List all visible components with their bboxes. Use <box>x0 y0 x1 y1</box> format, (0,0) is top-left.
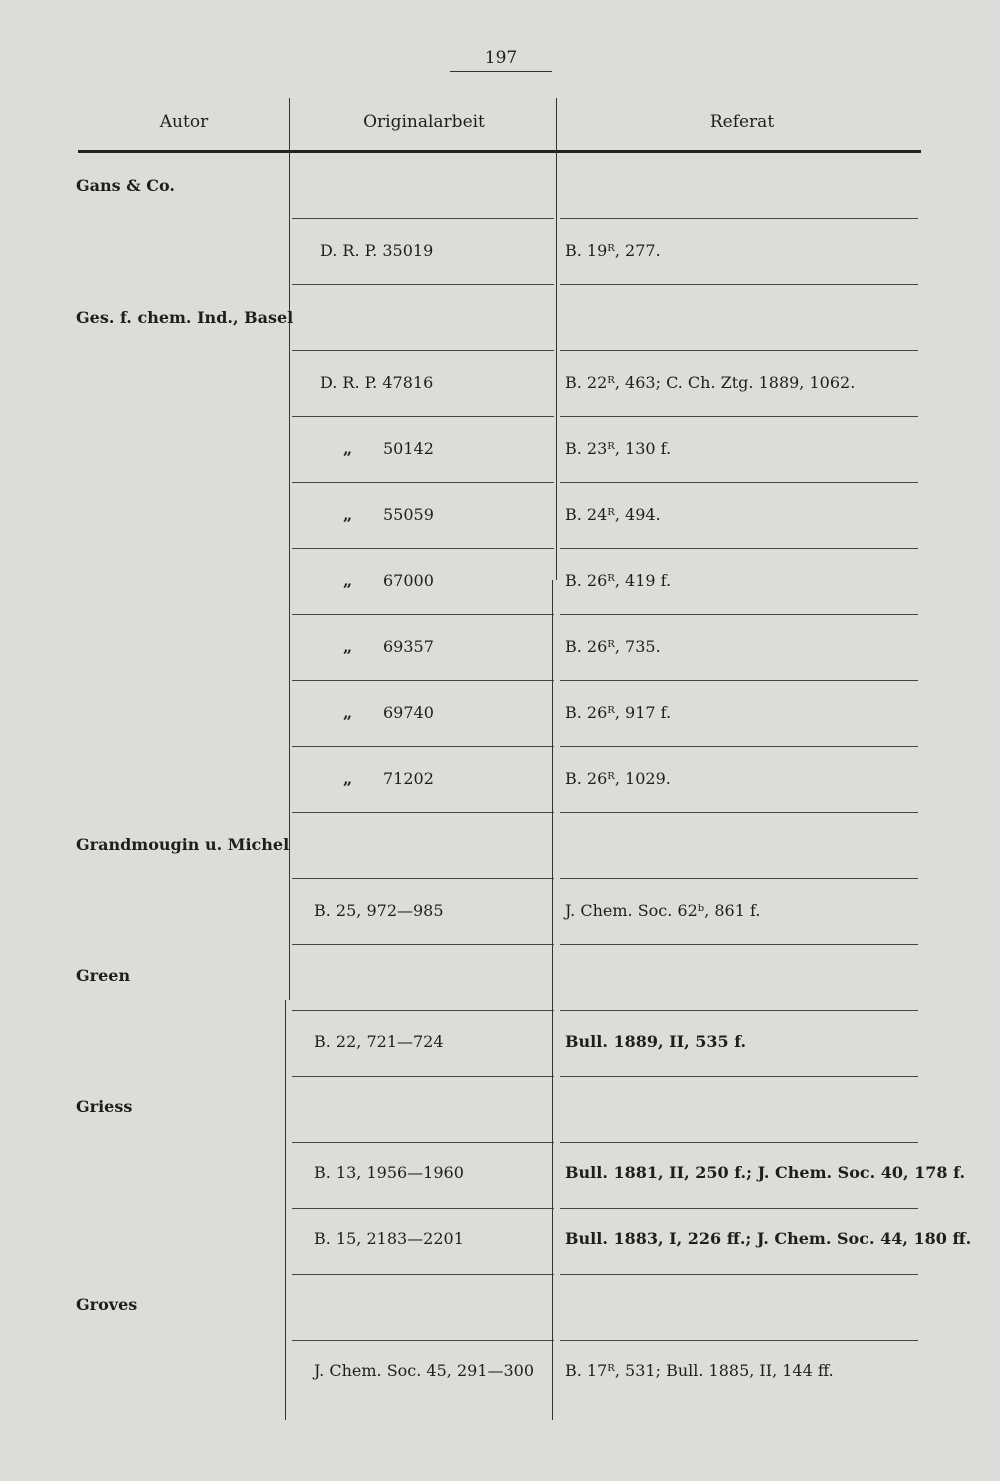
original-entry: B. 25, 972—985 <box>314 901 444 920</box>
original-entry: „ 50142 <box>343 439 434 458</box>
ditto-mark: „ <box>343 637 353 656</box>
referat-entry: B. 26ᴿ, 735. <box>565 637 661 656</box>
row-rule <box>560 218 918 219</box>
row-rule <box>560 1340 918 1341</box>
row-rule <box>292 1142 554 1143</box>
row-rule <box>292 1010 554 1011</box>
author-gans: Gans & Co. <box>76 176 175 195</box>
header-original: Originalarbeit <box>363 112 485 132</box>
author-grandmougin-michel: Grandmougin u. Michel <box>76 835 290 854</box>
row-rule <box>292 680 554 681</box>
page-number-rule <box>450 71 552 72</box>
referat-entry: Bull. 1883, I, 226 ff.; J. Chem. Soc. 44, 180 ff. <box>565 1229 972 1248</box>
row-rule <box>292 614 554 615</box>
row-rule <box>292 482 554 483</box>
ditto-mark: „ <box>343 769 353 788</box>
ditto-mark: „ <box>343 703 353 722</box>
row-rule <box>560 878 918 879</box>
page-number: 197 <box>484 48 518 68</box>
row-rule <box>560 1142 918 1143</box>
row-rule <box>560 1208 918 1209</box>
column-divider-author-lower <box>285 1000 286 1420</box>
original-entry: „ 69740 <box>343 703 434 722</box>
original-entry: „ 69357 <box>343 637 434 656</box>
author-griess: Griess <box>76 1097 133 1116</box>
row-rule <box>292 416 554 417</box>
header-author: Autor <box>159 112 209 132</box>
row-rule <box>292 1208 554 1209</box>
referat-entry: Bull. 1889, II, 535 f. <box>565 1032 747 1051</box>
referat-entry: B. 26ᴿ, 1029. <box>565 769 671 788</box>
referat-entry: B. 24ᴿ, 494. <box>565 505 661 524</box>
author-green: Green <box>76 966 131 985</box>
row-rule <box>560 482 918 483</box>
row-rule <box>292 746 554 747</box>
ditto-mark: „ <box>343 439 353 458</box>
referat-entry: J. Chem. Soc. 62ᵇ, 861 f. <box>565 901 761 920</box>
referat-entry: B. 23ᴿ, 130 f. <box>565 439 672 458</box>
referat-entry: B. 19ᴿ, 277. <box>565 241 661 260</box>
header-rule <box>78 150 921 153</box>
row-rule <box>292 812 554 813</box>
referat-entry: B. 22ᴿ, 463; C. Ch. Ztg. 1889, 1062. <box>565 373 856 392</box>
original-entry: „ 55059 <box>343 505 434 524</box>
row-rule <box>292 218 554 219</box>
row-rule <box>292 350 554 351</box>
original-entry: „ 71202 <box>343 769 434 788</box>
column-divider-original-lower <box>552 580 553 1420</box>
row-rule <box>560 680 918 681</box>
referat-entry: B. 26ᴿ, 917 f. <box>565 703 672 722</box>
row-rule <box>292 878 554 879</box>
original-entry: D. R. P. 35019 <box>320 241 434 260</box>
row-rule <box>292 548 554 549</box>
original-entry: B. 15, 2183—2201 <box>314 1229 464 1248</box>
column-divider-original <box>556 98 557 580</box>
ditto-mark: „ <box>343 571 353 590</box>
original-entry: B. 22, 721—724 <box>314 1032 444 1051</box>
author-groves: Groves <box>76 1295 138 1314</box>
ditto-mark: „ <box>343 505 353 524</box>
referat-entry: Bull. 1881, II, 250 f.; J. Chem. Soc. 40, 178 f. <box>565 1163 966 1182</box>
original-entry: J. Chem. Soc. 45, 291—300 <box>314 1361 535 1380</box>
column-divider-author <box>289 98 290 1000</box>
row-rule <box>560 350 918 351</box>
row-rule <box>292 944 554 945</box>
original-entry: „ 67000 <box>343 571 434 590</box>
row-rule <box>292 284 554 285</box>
author-ges-chem-ind: Ges. f. chem. Ind., Basel <box>76 308 294 327</box>
row-rule <box>560 746 918 747</box>
row-rule <box>560 944 918 945</box>
row-rule <box>560 1076 918 1077</box>
row-rule <box>560 1274 918 1275</box>
row-rule <box>292 1340 554 1341</box>
original-entry: B. 13, 1956—1960 <box>314 1163 464 1182</box>
row-rule <box>560 1010 918 1011</box>
row-rule <box>292 1274 554 1275</box>
row-rule <box>560 812 918 813</box>
referat-entry: B. 26ᴿ, 419 f. <box>565 571 672 590</box>
referat-entry: B. 17ᴿ, 531; Bull. 1885, II, 144 ff. <box>565 1361 834 1380</box>
row-rule <box>292 1076 554 1077</box>
row-rule <box>560 548 918 549</box>
header-referat: Referat <box>709 112 775 132</box>
row-rule <box>560 416 918 417</box>
original-entry: D. R. P. 47816 <box>320 373 434 392</box>
row-rule <box>560 284 918 285</box>
row-rule <box>560 614 918 615</box>
